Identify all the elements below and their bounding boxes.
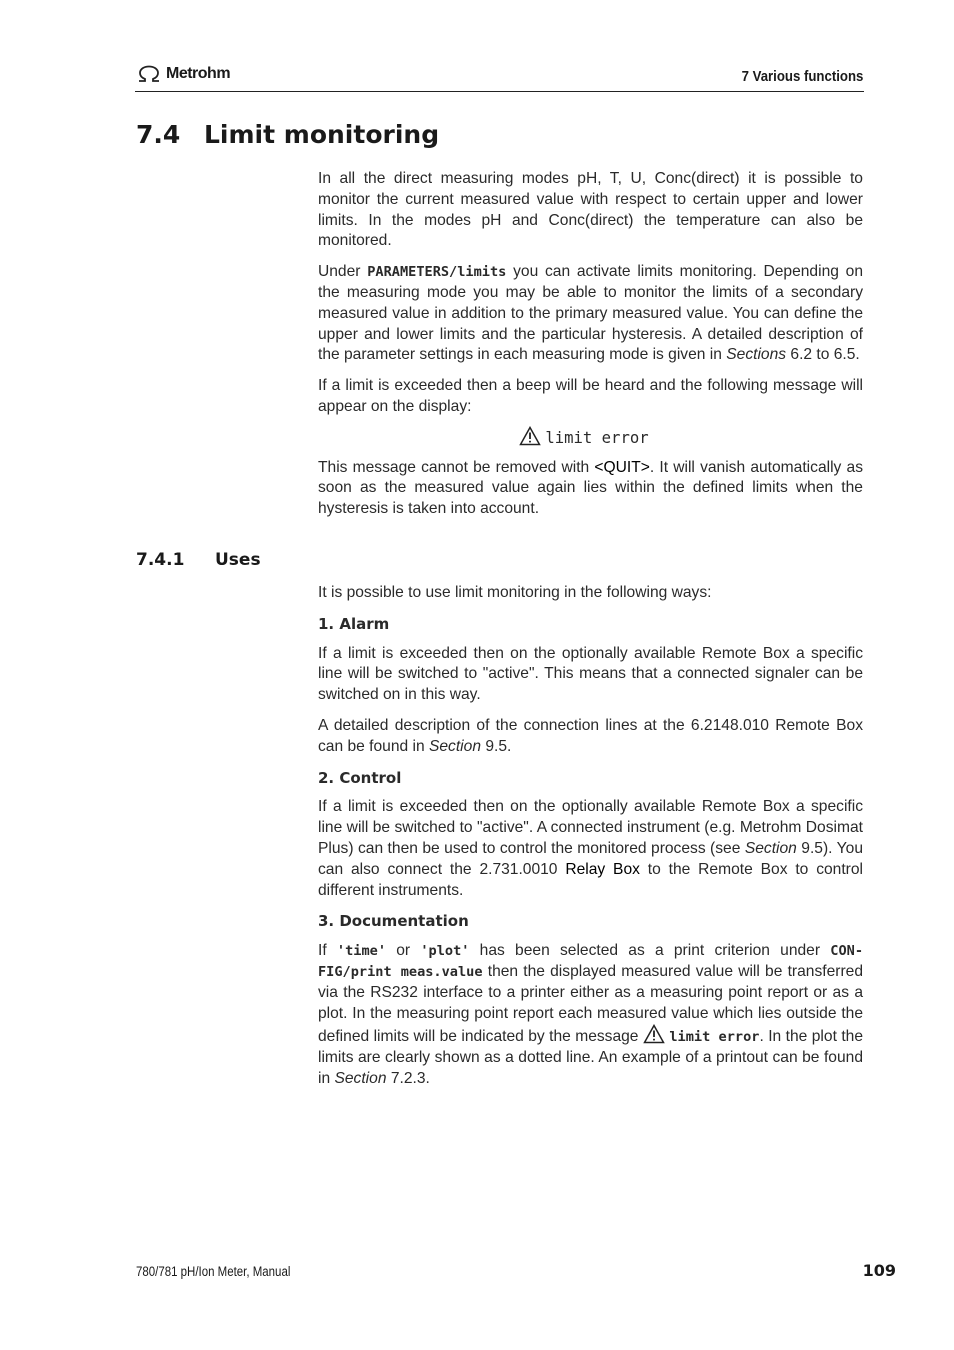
text: This message cannot be removed with — [318, 458, 595, 476]
plot-code: 'plot' — [420, 943, 470, 960]
display-message — [318, 426, 863, 450]
text: then the displayed measured value will be transferred via the RS232 interface to a printer either as a measuring point report or as a plot. In the measuring point report each measured value which lies outside the defined limits will be indicated by the message — [318, 962, 863, 1046]
intro-paragraph-4 — [318, 458, 863, 520]
omega-logo-icon — [136, 64, 162, 84]
text: you can activate limits monitoring. Depending on the measuring mode you may be able to monitor the limits of a secondary measured value in addition to the primary measured value. You can define the upper and lower limits and the particular hysteresis. A detailed description of the parameter settings in each measuring mode is given in — [318, 263, 863, 364]
text: 9.5. — [481, 737, 512, 755]
text: has been selected as a print criterion under — [469, 942, 831, 960]
section-title: Limit monitoring — [204, 120, 440, 149]
subsection-title: Uses — [215, 550, 261, 570]
chapter-title: 7 Various functions — [741, 68, 863, 85]
time-code: 'time' — [336, 943, 387, 960]
quit-key: <QUIT> — [594, 458, 650, 476]
intro-paragraph-3: If a limit is exceeded then a beep will be heard and the following message will appear on the display: — [318, 377, 863, 415]
uses-intro: It is possible to use limit monitoring in the following ways: — [318, 584, 712, 601]
text: 9.5). You can also connect the 2.731.0010 — [318, 839, 863, 878]
sections-italic: Sections — [726, 346, 787, 364]
subsection-heading — [136, 550, 261, 570]
section-italic: Section — [334, 1069, 387, 1087]
documentation-heading: 3. Documentation — [318, 912, 469, 931]
section-number: 7.4 — [136, 120, 181, 149]
brand-logo — [136, 64, 230, 84]
text: to the Remote Box to control different instruments. — [318, 860, 863, 899]
text: If a limit is exceeded then on the optionally available Remote Box a specific line will be switched to "active". A connected instrument (e.g. Metrohm Dosimat Plus) can then be used to control the monitored process (see — [318, 798, 863, 857]
text: or — [386, 942, 421, 960]
text: A detailed description of the connection lines at the 6.2148.010 Remote Box can be found in — [318, 716, 863, 755]
warning-triangle-icon — [643, 1024, 665, 1044]
warning-triangle-icon — [519, 426, 541, 446]
limit-error-text: limit error — [545, 428, 649, 447]
alarm-heading: 1. Alarm — [318, 614, 390, 633]
brand-name: Metrohm — [166, 65, 231, 82]
alarm-paragraph-2 — [318, 716, 863, 758]
text: Under — [318, 263, 368, 281]
control-paragraph — [318, 797, 863, 901]
page-number: 109 — [862, 1261, 896, 1280]
text: 7.2.3. — [386, 1069, 430, 1087]
control-heading: 2. Control — [318, 768, 402, 787]
section-heading — [136, 120, 439, 149]
intro-paragraph-1: In all the direct measuring modes pH, T, U, Conc(direct) it is possible to monitor the current measured value with respect to certain upper and lower limits. In the modes pH and Conc(direct) the temperature can also be monitored. — [318, 170, 863, 250]
text: . It will vanish automatically as soon as the measured value again lies within the defined limits when the hysteresis is taken into account. — [318, 458, 863, 518]
subsection-number: 7.4.1 — [136, 550, 185, 570]
limit-error-code: limit error — [669, 1029, 760, 1046]
config-print-code: CON-FIG/print meas.value — [318, 943, 864, 980]
alarm-paragraph-1: If a limit is exceeded then on the optionally available Remote Box a specific line will be switched to "active". This means that a connected signaler can be switched on in this way. — [318, 644, 863, 704]
intro-body — [318, 169, 863, 520]
text: . In the plot the limits are clearly shown as a dotted line. An example of a printout can be found in — [318, 1028, 863, 1087]
text: If — [318, 942, 337, 960]
manual-title: 780/781 pH/Ion Meter, Manual — [136, 1264, 291, 1279]
documentation-paragraph — [318, 941, 863, 1090]
section-italic: Section — [744, 839, 797, 857]
relay-box-term: Relay Box — [565, 860, 640, 878]
uses-body — [318, 583, 863, 1090]
parameters-limits-code: PARAMETERS/limits — [367, 264, 507, 281]
header-divider — [135, 91, 864, 92]
section-italic: Section — [428, 737, 481, 755]
intro-paragraph-2 — [318, 262, 863, 366]
text: 6.2 to 6.5. — [786, 346, 860, 364]
